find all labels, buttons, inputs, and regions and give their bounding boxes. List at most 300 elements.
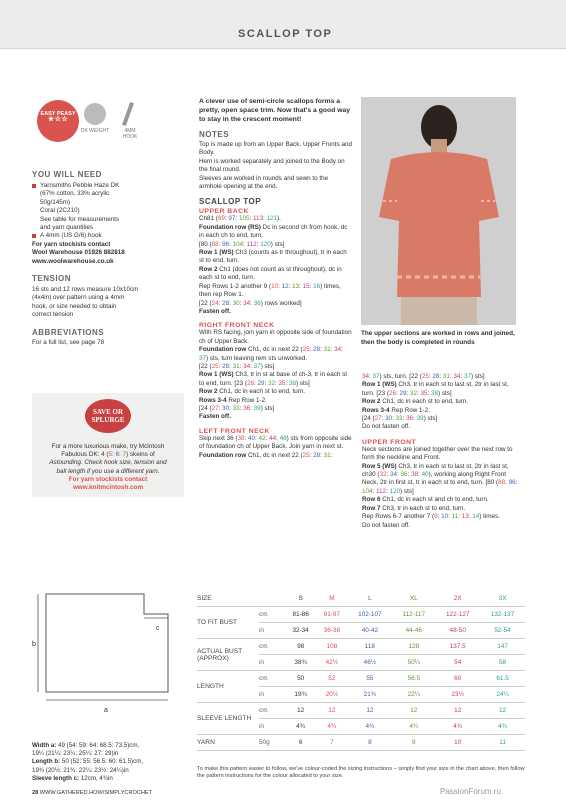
- s: 27: [211, 404, 219, 412]
- l: 36: [400, 471, 408, 479]
- s: 24: [211, 299, 219, 307]
- measure-cm: 49 (54: 59: 64: 68.5: 73.5)cm,: [56, 742, 140, 749]
- t: [80 (: [199, 240, 212, 248]
- value-cell: 128: [392, 639, 435, 655]
- tension-line: hook, or size needed to obtain: [32, 302, 117, 310]
- qty-l: 6: [115, 451, 120, 459]
- header-cell: SIZE: [197, 590, 259, 607]
- t: Ch1, dc in next 22 (: [246, 451, 303, 459]
- m: 28: [432, 373, 440, 380]
- qty-xl: 7: [122, 451, 127, 459]
- chain-count: Ch81 (89: 97: 105: 113: 121).: [199, 215, 281, 223]
- value-cell: 50: [285, 671, 316, 687]
- header-cell: 2X: [435, 590, 480, 607]
- splurge-line: ball length if you use a different yarn.: [56, 467, 160, 475]
- value-cell: 4¾: [316, 719, 347, 735]
- notes-text: [199, 141, 352, 191]
- x2: 37: [463, 373, 471, 380]
- size-table-note: To make this pattern easier to follow, we've colour-coded the sizing instructions – simply find your size in the chart above, then follow the pattern instructions for the colour allocated to your size.: [197, 766, 525, 780]
- value-cell: 48-50: [435, 623, 480, 639]
- right-front-text: [199, 329, 352, 421]
- t: Ch3, tr in each st to last st, 2tr in last st, ch30 (: [362, 462, 509, 479]
- sleeve-measure: [32, 775, 192, 783]
- hook-size-label: 4MM HOOK: [122, 128, 138, 140]
- l: 33: [232, 404, 240, 412]
- unit-cell: cm: [259, 639, 285, 655]
- rows-3-4: [362, 407, 522, 415]
- garment-outline: [46, 594, 168, 692]
- value-cell: 32-34: [285, 623, 316, 639]
- value-cell: 108: [316, 639, 347, 655]
- note-paragraph: Hem is worked separately and joined to the Body on the final round.: [199, 157, 345, 174]
- value-cell: 4¾: [435, 719, 480, 735]
- foundation-row: Foundation row Ch1, dc in next 22 (25: 28: 31: 34: 37) sts, turn leaving rem sts unworked.: [199, 346, 343, 362]
- value-cell: 52: [316, 671, 347, 687]
- t: Rep Rows 1-2 another 9 (: [199, 282, 272, 290]
- left-front-heading: LEFT FRONT NECK: [199, 427, 270, 435]
- xl: 35: [420, 389, 428, 397]
- t: ), working along Right Front Neck, 2tr in first st, tr in each st to end, turn. [80 (: [362, 471, 506, 487]
- l: 32: [268, 379, 276, 387]
- t: Ch3, tr in st at base of ch-3, tr in each st to end, turn. [23 (: [199, 371, 348, 387]
- x2: 14: [472, 513, 480, 521]
- splurge-quantities: Fabulous DK: 4 (5: 6: 7) skeins of: [61, 451, 155, 459]
- value-cell: 20½: [316, 687, 347, 703]
- unit-cell: in: [259, 655, 285, 671]
- t: Skip next 36 (: [199, 434, 238, 442]
- splurge-stockists: For yarn stockists contact: [68, 475, 148, 483]
- repeat-instruction: Rep Rows 1-2 another 9 (10: 12: 13: 15: 16) times, then rep Row 1.: [199, 282, 341, 299]
- value-cell: 118: [347, 639, 392, 655]
- row-text: Rep Row 1-2.: [226, 396, 267, 404]
- m: 10: [441, 513, 449, 521]
- difficulty-badges: [37, 100, 150, 148]
- value-cell: 19¾: [285, 687, 316, 703]
- value-cell: 11: [480, 735, 525, 751]
- t: ) rows worked]: [260, 299, 302, 307]
- row-text: Rep Row 1-2.: [389, 406, 430, 414]
- xl: 112: [246, 240, 257, 248]
- xl: 34: [453, 373, 461, 380]
- value-cell: 12: [435, 703, 480, 719]
- qty-m: 5: [108, 451, 113, 459]
- row-label: Row 1 (WS): [199, 371, 234, 379]
- splurge-url[interactable]: www.knitmcintosh.com: [72, 484, 144, 492]
- header-cell: 3X: [480, 590, 525, 607]
- upper-back-heading: UPPER BACK: [199, 208, 249, 216]
- xl: 38: [411, 471, 419, 479]
- row-text: Ch3 (counts as tr throughout), tr in each st to end, turn.: [199, 249, 347, 265]
- yarn-note-cont: and yarn quantities: [40, 224, 94, 232]
- row-text: Ch1, dc in each st to end, turn.: [380, 398, 469, 406]
- value-cell: 81-86: [285, 607, 316, 623]
- yarn-note: See table for measurements: [40, 215, 120, 223]
- s: 25: [211, 362, 219, 370]
- abbreviations-heading: ABBREVIATIONS: [32, 327, 105, 337]
- splurge-line: Astounding. Check hook size, tension and: [49, 459, 167, 467]
- row-1: [199, 249, 352, 266]
- xl: 15: [302, 282, 310, 290]
- value-cell: 10: [435, 735, 480, 751]
- row-label: Row 1 (WS): [362, 381, 397, 389]
- value-cell: 4¾: [285, 719, 316, 735]
- row-label: Row 2: [199, 388, 218, 396]
- row-2: [199, 266, 352, 283]
- hook-icon: [122, 102, 134, 126]
- fasten-off: Fasten off.: [199, 307, 231, 315]
- value-cell: 23½: [435, 687, 480, 703]
- x2: 120: [389, 487, 401, 495]
- value-cell: 61.5: [480, 671, 525, 687]
- m: 30: [385, 415, 393, 423]
- x2: 37: [372, 373, 380, 380]
- stockists-url[interactable]: www.woolwarehouse.co.uk: [32, 257, 114, 265]
- value-cell: 44-46: [392, 623, 435, 639]
- tension-text: [32, 286, 192, 320]
- x2: 40: [421, 471, 429, 479]
- s: 26: [246, 379, 254, 387]
- xl: 112: [376, 487, 387, 495]
- value-cell: 4¾: [480, 719, 525, 735]
- unit-cell: cm: [259, 703, 285, 719]
- header-cell: XL: [392, 590, 435, 607]
- value-cell: 38¾: [285, 655, 316, 671]
- unit-cell: cm: [259, 671, 285, 687]
- xl: 36: [243, 404, 251, 412]
- value-cell: 22¼: [392, 687, 435, 703]
- t: ) times.: [479, 513, 500, 521]
- m: 97: [228, 215, 236, 223]
- x2: 121: [266, 215, 278, 223]
- row-text: Ch1, dc in each st and ch to end, turn.: [380, 496, 489, 504]
- value-cell: 132-137: [480, 607, 525, 623]
- row-label: [197, 639, 259, 671]
- join-instruction: With RS facing, join yarn in opposite side of foundation ch of Upper Back.: [199, 329, 352, 345]
- m: 40: [248, 434, 256, 442]
- m: 29: [257, 379, 265, 387]
- value-cell: 9: [392, 735, 435, 751]
- x2: 46: [279, 434, 287, 442]
- value-cell: 12: [480, 703, 525, 719]
- unit-cell: cm: [259, 607, 285, 623]
- t: [22 (: [199, 362, 212, 370]
- value-cell: 102-107: [347, 607, 392, 623]
- materials-list: [32, 182, 192, 266]
- t: [24 (: [362, 415, 375, 423]
- xl: 35: [278, 379, 286, 387]
- value-cell: 42½: [316, 655, 347, 671]
- join-note: Neck sections are joined together over the next row to form the neckline and Front.: [362, 445, 513, 462]
- t: [24 (: [199, 404, 212, 412]
- abbreviations-text: For a full list, see page 78: [32, 338, 105, 346]
- t: ).: [277, 215, 281, 223]
- splurge-qty-end: ) skeins of: [126, 451, 155, 459]
- row-1: Row 1 (WS) Ch3, tr in st at base of ch-3, tr in each st to end, turn. [23 (26: 29: 32: 35: 38) sts]: [199, 371, 348, 387]
- t: Rep Rows 6-7 another 7 (: [362, 513, 435, 521]
- table-row: [197, 607, 525, 623]
- x2: 36: [253, 299, 261, 307]
- value-cell: 7: [316, 735, 347, 751]
- row-text: Dc in second ch from hook, dc in each ch to end, turn.: [199, 223, 348, 240]
- skip-instruction: Skip next 36 (38: 40: 42: 44: 46) sts from opposite side of foundation ch of Upper Back. Join yarn in next st.: [199, 434, 352, 451]
- l: 31: [442, 373, 450, 380]
- value-cell: 12: [316, 703, 347, 719]
- row-7: [362, 505, 522, 513]
- width-measure: [32, 742, 192, 750]
- model-neck: [431, 139, 447, 153]
- s: 88: [211, 240, 219, 248]
- row-6: [362, 496, 522, 504]
- length-measure: [32, 758, 192, 766]
- materials-column: [32, 170, 192, 347]
- row-label: Foundation row: [199, 346, 247, 354]
- rows-worked: [22 (24: 28: 30: 34: 36) rows worked]: [199, 299, 302, 307]
- row-text: Ch1, dc in each st to end, turn.: [217, 388, 306, 396]
- m: 28: [222, 362, 230, 370]
- l: 104: [232, 240, 244, 248]
- l: 31: [323, 451, 331, 459]
- easy-peasy-badge: [37, 100, 79, 142]
- row-label: Row 5 (WS): [362, 462, 397, 470]
- value-cell: 12: [347, 703, 392, 719]
- value-cell: 4¾: [347, 719, 392, 735]
- left-front-text: [199, 435, 352, 460]
- s: 25: [421, 373, 429, 380]
- l: 11: [451, 513, 459, 521]
- footer-url: WWW.GATHERED.HOW/SIMPLYCROCHET: [39, 790, 153, 796]
- note-paragraph: Top is made up from an Upper Back, Upper Fronts and Body.: [199, 141, 352, 157]
- row-text: Ch3, tr in each st to last st, 2tr in last st, turn. [23 (: [362, 381, 509, 397]
- measure-in: 19¾ (20½: 21¾: 22¼: 23½: 24¼)in: [32, 766, 129, 774]
- easy-label: EASY PEASY: [40, 111, 76, 117]
- row-label: Foundation row (RS): [199, 223, 261, 231]
- row-label: Foundation row: [199, 451, 247, 459]
- row-2: [199, 388, 352, 396]
- m: 12: [281, 282, 289, 290]
- l: 104: [362, 487, 373, 495]
- l: 105: [238, 215, 250, 223]
- m: 28: [313, 451, 321, 459]
- model-trousers: [401, 297, 477, 325]
- value-cell: 21¾: [347, 687, 392, 703]
- tension-line: correct tension: [32, 311, 74, 319]
- t: ) sts]: [270, 240, 285, 248]
- watermark: PassionForum.ru: [440, 787, 501, 796]
- m: 30: [222, 404, 230, 412]
- pattern-column-1: [199, 97, 352, 460]
- t: ) sts from opposite side of foundation ch of Upper Back. Join yarn in next st.: [199, 434, 352, 451]
- stockists-phone: Wool Warehouse 01926 882818: [32, 249, 125, 257]
- do-not-fasten: Do not fasten off.: [362, 521, 410, 529]
- t: ) sts]: [423, 415, 438, 423]
- m: 96: [508, 479, 516, 487]
- page-title: SCALLOP TOP: [238, 28, 333, 40]
- xl: 34: [243, 362, 251, 370]
- l: 30: [232, 299, 240, 307]
- page-footer: [32, 790, 152, 796]
- pattern-heading: SCALLOP TOP: [199, 197, 262, 207]
- value-cell: 54: [435, 655, 480, 671]
- yarn-weight: 50g/145m): [40, 198, 71, 206]
- save-or-splurge-box: [32, 393, 184, 497]
- left-front-continued: [362, 373, 522, 432]
- x2: 39: [416, 415, 424, 423]
- row-label: Row 1 (WS): [199, 249, 234, 257]
- table-row-yarn: [197, 735, 525, 751]
- m: 34: [390, 471, 398, 479]
- row-label: TO FIT BUST: [197, 607, 259, 639]
- row-label: Row 2: [199, 265, 218, 273]
- xl: 34: [334, 346, 342, 354]
- row-2: [362, 398, 522, 406]
- badge-line: SAVE OR: [92, 408, 124, 416]
- value-cell: 55: [347, 671, 392, 687]
- foundation-row: [199, 224, 352, 241]
- yarn-colour: Coral (2C210): [40, 207, 80, 215]
- t: Ch1, dc in next 22 (: [246, 346, 303, 354]
- unit-cell: 50g: [259, 735, 285, 751]
- notes-heading: NOTES: [199, 130, 230, 139]
- x2: 37: [199, 354, 207, 362]
- garment-photo: [361, 97, 516, 325]
- s: 10: [271, 282, 279, 290]
- size-table-body: [197, 590, 525, 751]
- foundation-row-cont: 34: 37) sts, turn. [22 (25: 28: 31: 34: 37) sts]: [362, 373, 485, 380]
- upper-back-text: [199, 215, 352, 316]
- s: 27: [374, 415, 382, 423]
- s: 32: [379, 471, 387, 479]
- value-cell: 46½: [347, 655, 392, 671]
- value-cell: 36-38: [316, 623, 347, 639]
- s: 88: [498, 479, 506, 487]
- save-or-splurge-badge: [85, 399, 131, 433]
- row-label: Rows 3-4: [199, 396, 227, 404]
- tension-line: (4x4in) over pattern using a 4mm: [32, 294, 125, 302]
- measure-label: Length b:: [32, 758, 61, 766]
- row-label: YARN: [197, 735, 259, 751]
- row-label-line: ACTUAL BUST: [197, 647, 243, 655]
- note-paragraph: Sleeves are worked in rounds and sewn to the armhole opening at the end.: [199, 174, 329, 191]
- dimension-label-b: b: [32, 641, 36, 648]
- size-table: [197, 590, 525, 751]
- t: ) sts, turn. [22 (: [379, 373, 422, 380]
- upper-front-heading: UPPER FRONT: [362, 438, 417, 446]
- value-cell: 60: [435, 671, 480, 687]
- stitch-count: [22 (25: 28: 31: 34: 37) sts]: [199, 362, 275, 370]
- t: ) sts]: [470, 373, 485, 380]
- m: 29: [399, 389, 407, 397]
- star-rating: ★☆☆: [47, 116, 69, 123]
- xl: 36: [406, 415, 414, 423]
- row-label: Row 7: [362, 504, 381, 512]
- upper-front-text: [362, 446, 522, 530]
- repeat-instruction: Rep Rows 6-7 another 7 (8: 10: 11: 13: 14) times.: [362, 513, 500, 521]
- table-row: [197, 639, 525, 655]
- row-1: Row 1 (WS) Ch3, tr in each st to last st, 2tr in last st, turn. [23 (26: 29: 32: 35: 38) sts]: [362, 381, 509, 397]
- value-cell: 147: [480, 639, 525, 655]
- l: 13: [292, 282, 300, 290]
- header-band: [0, 0, 566, 49]
- dimension-label-a: a: [104, 707, 108, 714]
- stitch-count: [24 (27: 30: 33: 36: 39) sts]: [199, 404, 275, 412]
- stockists-label: For yarn stockists contact: [32, 240, 111, 248]
- schematic-svg: [32, 590, 177, 720]
- header-cell: M: [316, 590, 347, 607]
- xl: 113: [252, 215, 263, 223]
- yarn-ball-icon: [84, 103, 106, 125]
- row-label: SLEEVE LENGTH: [197, 703, 259, 735]
- value-cell: 40-42: [347, 623, 392, 639]
- s: 89: [217, 215, 225, 223]
- foundation-row: Foundation row Ch1, dc in next 22 (25: 28: 31:: [199, 451, 333, 459]
- xl: 13: [461, 513, 469, 521]
- value-cell: 8: [347, 735, 392, 751]
- l: 31: [323, 346, 331, 354]
- t: ) sts, turn leaving rem sts unworked.: [206, 354, 308, 362]
- row-text: Ch1 (does not count as st throughout), dc in each st to end, turn.: [199, 265, 342, 282]
- s: 25: [302, 451, 310, 459]
- measure-in: 19¼ (21¼: 23¼: 25¼: 27: 29)in: [32, 750, 119, 758]
- splurge-qty-start: Fabulous DK: 4 (: [61, 451, 109, 459]
- s: 26: [388, 389, 396, 397]
- t: ) times, then rep Row 1.: [199, 282, 341, 299]
- measure-cm: 50 (52: 55: 56.5: 60: 61.5)cm,: [60, 758, 144, 766]
- x2: 38: [289, 379, 297, 387]
- row-label: Row 6: [362, 496, 381, 504]
- xl: 34: [362, 373, 370, 380]
- unit-cell: in: [259, 623, 285, 639]
- stitch-count: [80 (88: 96: 104: 112: 120) sts]: [199, 240, 285, 248]
- do-not-fasten: Do not fasten off.: [362, 423, 410, 431]
- value-cell: 112-117: [392, 607, 435, 623]
- badge-line: SPLURGE: [91, 416, 125, 424]
- value-cell: 50¼: [392, 655, 435, 671]
- row-label: Rows 3-4: [362, 406, 390, 414]
- you-will-need-heading: YOU WILL NEED: [32, 170, 102, 179]
- model-illustration: [361, 97, 516, 325]
- t: [22 (: [199, 299, 212, 307]
- value-cell: 24¼: [480, 687, 525, 703]
- measure-cm: 12cm, 4¾in: [79, 774, 113, 782]
- header-cell: [259, 590, 285, 607]
- value-cell: 98: [285, 639, 316, 655]
- s: 8: [434, 513, 438, 521]
- t: ) sts]: [296, 379, 310, 387]
- tension-line: 16 sts and 12 rows measure 10x10cm: [32, 286, 139, 294]
- stitch-count: [24 (27: 30: 33: 36: 39) sts]: [362, 415, 438, 423]
- value-cell: 122-127: [435, 607, 480, 623]
- header-cell: L: [347, 590, 392, 607]
- schematic-diagram: [32, 590, 177, 720]
- value-cell: 12: [285, 703, 316, 719]
- x2: 16: [313, 282, 321, 290]
- m: 28: [313, 346, 321, 354]
- tension-heading: TENSION: [32, 274, 72, 284]
- table-row: [197, 671, 525, 687]
- table-header-row: [197, 590, 525, 607]
- t: ) sts]: [260, 362, 275, 370]
- value-cell: 58: [480, 655, 525, 671]
- yarn-fibre: (67% cotton, 33% acrylic: [40, 190, 110, 198]
- yarn-weight-label: DK WEIGHT: [80, 128, 110, 134]
- s: 38: [237, 434, 245, 442]
- intro-text: A clever use of semi-circle scallops forms a pretty, open space trim. Now that's a good way to stay in the crescent moment!: [199, 98, 351, 123]
- t: ) sts]: [260, 404, 275, 412]
- value-cell: 137.5: [435, 639, 480, 655]
- value-cell: 91-97: [316, 607, 347, 623]
- yarn-item: [32, 182, 192, 232]
- t: Ch81 (: [199, 215, 218, 223]
